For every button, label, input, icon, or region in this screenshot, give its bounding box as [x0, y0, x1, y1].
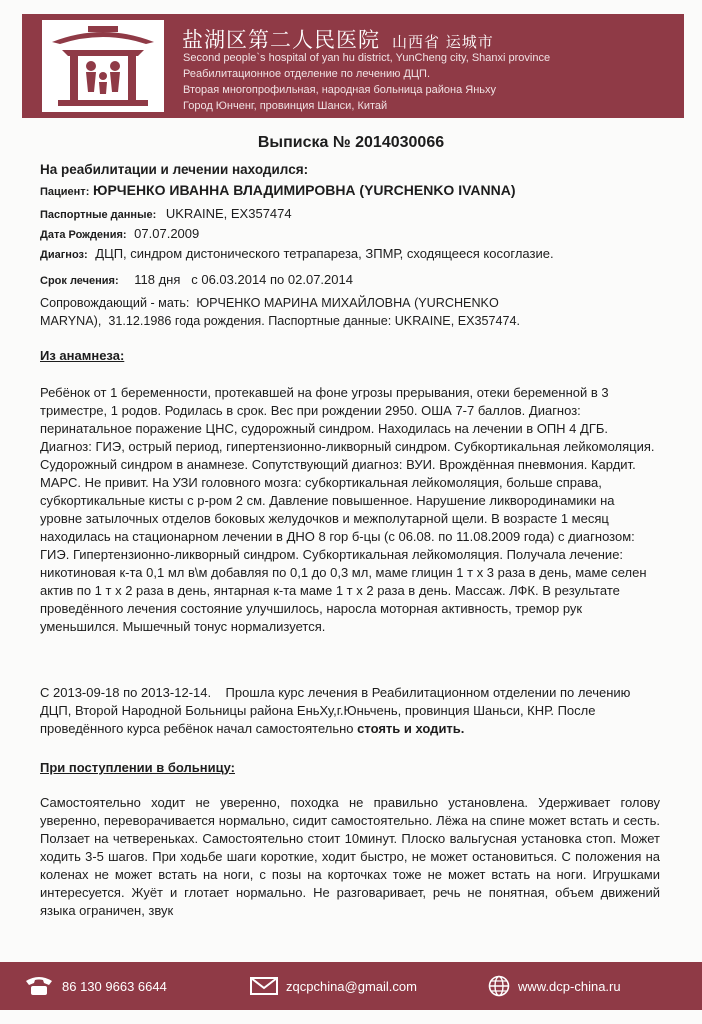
- diagnosis-row: [40, 246, 554, 261]
- website-url[interactable]: www.dcp-china.ru: [518, 978, 621, 994]
- treatment-result: стоять и ходить.: [357, 721, 465, 736]
- footer-phone: [24, 962, 167, 1010]
- email-address[interactable]: zqcpchina@gmail.com: [286, 978, 417, 994]
- hospital-title-zh: 盐湖区第二人民医院: [182, 28, 380, 52]
- globe-icon: [488, 975, 510, 997]
- dob-label: Дата Рождения:: [40, 229, 127, 241]
- diagnosis-value: ДЦП, синдром дистонического тетрапареза, ЗПМР, сходящееся косоглазие.: [95, 246, 554, 261]
- department-name: Реабилитационное отделение по лечению ДЦП.: [183, 68, 431, 80]
- patient-row: [40, 182, 516, 198]
- phone-number: 86 130 9663 6644: [62, 978, 167, 994]
- companion-line-1: Сопровождающий - мать: ЮРЧЕНКО МАРИНА МИХАЙЛОВНА (YURCHENKO: [40, 296, 499, 310]
- treatment-course-paragraph: [40, 684, 660, 738]
- footer-email[interactable]: [250, 962, 417, 1010]
- patient-label: Пациент:: [40, 186, 90, 198]
- term-row: [40, 272, 353, 287]
- diagnosis-label: Диагноз:: [40, 249, 88, 261]
- footer-website[interactable]: [488, 962, 621, 1010]
- term-label: Срок лечения:: [40, 275, 119, 287]
- hospital-location: Город Юнченг, провинция Шанси, Китай: [183, 100, 388, 112]
- footer-band: [0, 962, 702, 1010]
- hospital-province-zh: 山西省 运城市: [392, 33, 494, 51]
- hospital-name-russian: Вторая многопрофильная, народная больница района Яньху: [183, 84, 497, 96]
- passport-value: UKRAINE, EX357474: [165, 206, 292, 221]
- letterhead: [22, 14, 684, 118]
- dob-value: 07.07.2009: [134, 226, 200, 241]
- mail-icon: [250, 976, 278, 996]
- hospital-name-chinese: [182, 24, 494, 54]
- term-value: 118 дня с 06.03.2014 по 02.07.2014: [134, 272, 353, 287]
- companion-line-2: MARYNA), 31.12.1986 года рождения. Паспортные данные: UKRAINE, EX357474.: [40, 314, 521, 328]
- anamnesis-heading: Из анамнеза:: [40, 348, 125, 363]
- hospital-logo: [42, 20, 164, 112]
- admission-heading: При поступлении в больницу:: [40, 760, 235, 775]
- phone-icon: [24, 975, 54, 997]
- admission-text: Самостоятельно ходит не уверенно, походка не правильно установлена. Удерживает голову уверенно, переворачивается нормально, сидит самостоятельно. Лёжа на спине может встать и сесть. Ползает на четвереньках. Самостоятельно стоит 10минут. Плоско вальгусная установка стоп. Может ходить 3-5 шагов. При ходьбе шаги короткие, ходит быстро, не может остановиться. С положения на коленах не может встать на ноги, с позы на корточках тоже не может встать на ноги. Игрушками интересуется. Жуёт и глотает нормально. Не разговаривает, речь не понятная, объем движений языка ограничен, звук: [40, 795, 660, 918]
- dob-row: [40, 226, 199, 241]
- anamnesis-text: Ребёнок от 1 беременности, протекавшей на фоне угрозы прерывания, отеки беременной в 3 триместре, 1 родов. Родилась в срок. Вес при рождении 2950. ОША 7-7 баллов. Диагноз: перинатальное поражение ЦНС, судорожный синдром. Находилась на лечении в ОПН 4 ДГБ. Диагноз: ГИЭ, острый период, гипертензионно-ликворный синдром. Субкортикальная лейкомоляция. Судорожный синдром в анамнезе. Сопутствующий диагноз: ВУИ. Врождённая пневмония. Кардит. МАРС. Не привит. На УЗИ головного мозга: субкортикальная лейкомоляция, больше справа, субкортикальные кисты с р-ром 2 см. Давление повышенное. Нарушение ликвородинамики на уровне затылочных отделов боковых желудочков и межполутарной щели. В возрасте 1 месяц находилась на стационарном лечении в ДНО 8 гор б-цы (с 06.08. по 11.08.2009 года) с диагнозом: ГИЭ. Гипертензионно-ликворный синдром. Субкортикальная лейкомоляция. Получала лечение: никотиновая к-та 0,1 мл в\м добавляя по 0,1 до 0,3 мл, маме глицин 1 т х 3 раза в день, маме селен актив по 1 т х 2 раза в день, янтарная к-та маме 1 т х 2 раза в день. Массаж. ЛФК. В результате проведённого лечения состояние улучшилось, наросла моторная активность, тремор рук уменьшился. Мышечный тонус нормализуется.: [40, 385, 655, 634]
- document-title: Выписка № 2014030066: [257, 134, 445, 151]
- treatment-course-text: С 2013-09-18 по 2013-12-14. Прошла курс лечения в Реабилитационном отделении по лечению ДЦП, Второй Народной Больницы района ЕньХу,г.Юньчень, провинция Шаньси, КНР. После проведённого курса ребёнок начал самостоятельно: [40, 685, 635, 736]
- patient-name: ЮРЧЕНКО ИВАННА ВЛАДИМИРОВНА (YURCHENKO IVANNA): [93, 182, 516, 198]
- hospital-name-english: Second people`s hospital of yan hu district, YunCheng city, Shanxi province: [183, 52, 551, 64]
- passport-label: Паспортные данные:: [40, 209, 157, 221]
- intro-line: На реабилитации и лечении находился:: [40, 162, 309, 177]
- passport-row: [40, 206, 292, 221]
